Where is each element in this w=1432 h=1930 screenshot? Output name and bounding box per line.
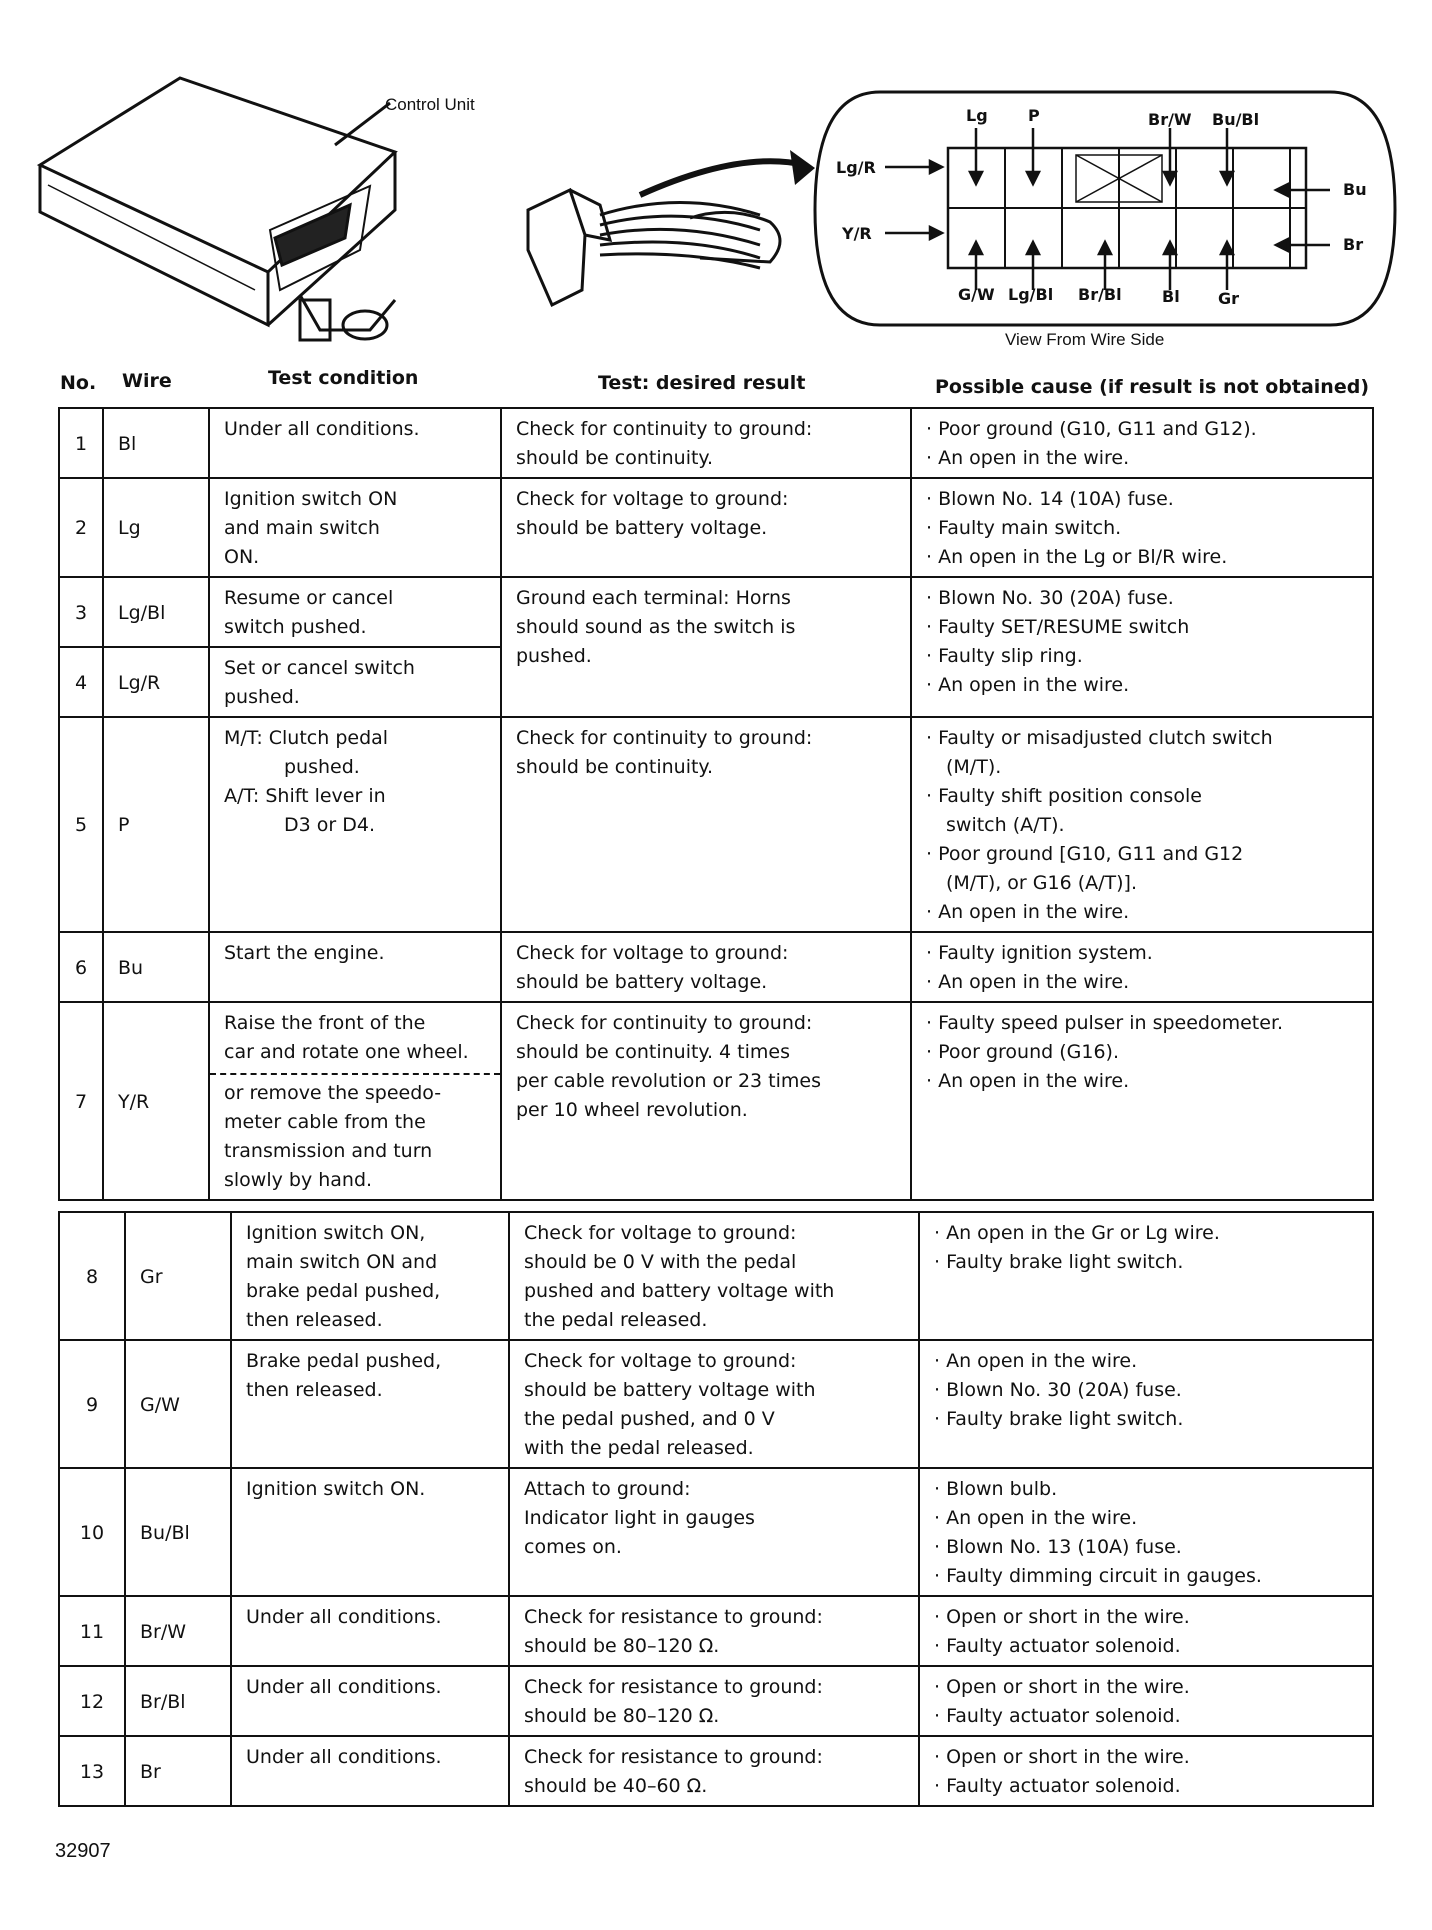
text-line: Under all conditions. <box>224 418 420 440</box>
text-line: Attach to ground: <box>524 1478 691 1500</box>
possible-cause <box>919 1340 1373 1468</box>
test-condition <box>231 1596 509 1666</box>
text-line: meter cable from the <box>224 1111 426 1133</box>
text-line: then released. <box>246 1309 383 1331</box>
wire-code: Lg <box>103 478 209 577</box>
desired-result <box>509 1340 919 1468</box>
text-line: and main switch <box>224 517 380 539</box>
desired-result <box>509 1468 919 1596</box>
text-line: ON. <box>224 546 260 568</box>
cause-line: · Poor ground [G10, G11 and G12 <box>926 843 1244 865</box>
text-line: should be battery voltage. <box>516 517 768 539</box>
pin-label-bu-bl: Bu/Bl <box>1212 110 1260 129</box>
pin-label-p: P <box>1028 106 1040 125</box>
direction-arrow <box>640 161 805 195</box>
cause-line: · Blown bulb. <box>934 1478 1058 1500</box>
row-number: 6 <box>59 932 103 1002</box>
row-number: 13 <box>59 1736 125 1806</box>
pin-label-br: Br <box>1343 235 1364 254</box>
table-row <box>59 1596 1373 1666</box>
text-line: pushed and battery voltage with <box>524 1280 835 1302</box>
wire-code: Bl <box>103 408 209 478</box>
cause-line: (M/T), or G16 (A/T)]. <box>946 872 1138 894</box>
text-line: D3 or D4. <box>284 814 375 836</box>
text-line: Set or cancel switch <box>224 657 415 679</box>
text-line: should be battery voltage. <box>516 971 768 993</box>
wire-code: Lg/R <box>103 647 209 717</box>
wire-code: Br <box>125 1736 231 1806</box>
text-line: Check for continuity to ground: <box>516 727 813 749</box>
text-line: Check for resistance to ground: <box>524 1746 823 1768</box>
cause-line: · Faulty ignition system. <box>926 942 1153 964</box>
header-result: Test: desired result <box>598 372 806 394</box>
row-number: 12 <box>59 1666 125 1736</box>
cause-line: · Faulty dimming circuit in gauges. <box>934 1565 1262 1587</box>
wire-code: Br/Bl <box>125 1666 231 1736</box>
cause-line: · Faulty actuator solenoid. <box>934 1705 1181 1727</box>
desired-result <box>509 1666 919 1736</box>
pin-label-gr: Gr <box>1218 289 1240 308</box>
figure-id: 32907 <box>55 1840 111 1862</box>
wire-code: Gr <box>125 1212 231 1340</box>
wiring-illustration <box>0 0 1432 370</box>
table-row <box>59 478 1373 577</box>
possible-cause <box>919 1596 1373 1666</box>
table-row <box>59 1736 1373 1806</box>
cause-line: · Open or short in the wire. <box>934 1676 1190 1698</box>
table-row <box>59 1666 1373 1736</box>
text-line: switch pushed. <box>224 616 367 638</box>
cause-line: · An open in the Lg or Bl/R wire. <box>926 546 1228 568</box>
cause-line: · An open in the Gr or Lg wire. <box>934 1222 1220 1244</box>
cause-line: · An open in the wire. <box>926 1070 1130 1092</box>
connector-plug-drawing <box>528 190 780 305</box>
row-number: 5 <box>59 717 103 932</box>
pin-label-lg-bl: Lg/Bl <box>1008 285 1054 304</box>
test-condition <box>231 1340 509 1468</box>
cause-line: · Blown No. 13 (10A) fuse. <box>934 1536 1182 1558</box>
test-condition <box>231 1212 509 1340</box>
text-line: Raise the front of the <box>224 1012 426 1034</box>
wire-code: Bu/Bl <box>125 1468 231 1596</box>
header-wire: Wire <box>122 370 172 392</box>
wire-code: Bu <box>103 932 209 1002</box>
test-condition <box>231 1666 509 1736</box>
text-line: Check for continuity to ground: <box>516 1012 813 1034</box>
text-line: the pedal released. <box>524 1309 708 1331</box>
desired-result <box>509 1212 919 1340</box>
cause-line: · Blown No. 30 (20A) fuse. <box>926 587 1174 609</box>
cause-line: · Faulty or misadjusted clutch switch <box>926 727 1273 749</box>
text-line: Under all conditions. <box>246 1676 442 1698</box>
possible-cause <box>919 1736 1373 1806</box>
text-line: comes on. <box>524 1536 622 1558</box>
possible-cause <box>911 1002 1373 1200</box>
test-condition <box>231 1468 509 1596</box>
control-unit-drawing <box>40 78 395 340</box>
cause-line: · Blown No. 14 (10A) fuse. <box>926 488 1174 510</box>
text-line: Start the engine. <box>224 942 385 964</box>
control-unit-label: Control Unit <box>385 95 475 114</box>
test-condition <box>209 1002 501 1200</box>
wire-code: Y/R <box>103 1002 209 1200</box>
desired-result <box>501 408 911 478</box>
header-condition: Test condition <box>268 367 419 389</box>
text-line: Under all conditions. <box>246 1746 442 1768</box>
text-line: Ground each terminal: Horns <box>516 587 791 609</box>
pin-label-br-w: Br/W <box>1148 110 1192 129</box>
cause-line: · Faulty SET/RESUME switch <box>926 616 1190 638</box>
text-line: the pedal pushed, and 0 V <box>524 1408 775 1430</box>
cause-line: · An open in the wire. <box>926 447 1130 469</box>
table-row <box>59 717 1373 932</box>
row-number: 4 <box>59 647 103 717</box>
test-condition <box>209 577 501 647</box>
row-number: 11 <box>59 1596 125 1666</box>
text-line: Check for voltage to ground: <box>524 1350 797 1372</box>
test-condition <box>209 932 501 1002</box>
pin-label-br-bl: Br/Bl <box>1078 285 1122 304</box>
text-line: main switch ON and <box>246 1251 438 1273</box>
text-line: should sound as the switch is <box>516 616 796 638</box>
text-line: Under all conditions. <box>246 1606 442 1628</box>
table-row <box>59 932 1373 1002</box>
possible-cause <box>911 577 1373 717</box>
text-line: transmission and turn <box>224 1140 433 1162</box>
test-condition <box>209 717 501 932</box>
control-unit-leader <box>335 103 390 145</box>
cause-line: · Faulty actuator solenoid. <box>934 1775 1181 1797</box>
pin-label-lg: Lg <box>966 106 988 125</box>
test-condition <box>209 408 501 478</box>
cause-line: · An open in the wire. <box>926 971 1130 993</box>
pin-label-lg-r: Lg/R <box>836 158 876 177</box>
cause-line: · Blown No. 30 (20A) fuse. <box>934 1379 1182 1401</box>
text-line: should be 0 V with the pedal <box>524 1251 797 1273</box>
cause-line: · An open in the wire. <box>934 1350 1138 1372</box>
desired-result <box>501 1002 911 1200</box>
text-line: Check for voltage to ground: <box>516 942 789 964</box>
text-line: pushed. <box>516 645 592 667</box>
cause-line: · Poor ground (G16). <box>926 1041 1119 1063</box>
table-row <box>59 1340 1373 1468</box>
cause-line: · Poor ground (G10, G11 and G12). <box>926 418 1257 440</box>
row-number: 8 <box>59 1212 125 1340</box>
table-row <box>59 577 1373 647</box>
cause-line: · Faulty slip ring. <box>926 645 1083 667</box>
text-line: slowly by hand. <box>224 1169 373 1191</box>
text-line: Resume or cancel <box>224 587 394 609</box>
text-line: car and rotate one wheel. <box>224 1041 469 1063</box>
possible-cause <box>911 717 1373 932</box>
text-line: Check for continuity to ground: <box>516 418 813 440</box>
desired-result <box>509 1596 919 1666</box>
cause-line: · Faulty speed pulser in speedometer. <box>926 1012 1284 1034</box>
test-condition <box>209 647 501 717</box>
text-line: should be 80–120 Ω. <box>524 1635 720 1657</box>
pin-label-y-r: Y/R <box>842 224 872 243</box>
cause-line: · Faulty actuator solenoid. <box>934 1635 1181 1657</box>
cause-line: (M/T). <box>946 756 1002 778</box>
cause-line: · Faulty brake light switch. <box>934 1408 1184 1430</box>
table-row <box>59 408 1373 478</box>
desired-result <box>501 717 911 932</box>
text-line: per 10 wheel revolution. <box>516 1099 748 1121</box>
table-row <box>59 1468 1373 1596</box>
row-number: 2 <box>59 478 103 577</box>
text-line: Brake pedal pushed, <box>246 1350 442 1372</box>
desired-result <box>509 1736 919 1806</box>
text-line: Ignition switch ON. <box>246 1478 426 1500</box>
wire-code: Br/W <box>125 1596 231 1666</box>
cause-line: · An open in the wire. <box>934 1507 1138 1529</box>
text-line: should be continuity. <box>516 756 714 778</box>
text-line: Check for voltage to ground: <box>524 1222 797 1244</box>
possible-cause <box>911 408 1373 478</box>
text-line: should be continuity. <box>516 447 714 469</box>
cause-line: · Open or short in the wire. <box>934 1606 1190 1628</box>
text-line: then released. <box>246 1379 383 1401</box>
cause-line: · An open in the wire. <box>926 674 1130 696</box>
desired-result <box>501 932 911 1002</box>
row-number: 1 <box>59 408 103 478</box>
test-table-1 <box>58 407 1374 1201</box>
possible-cause <box>911 478 1373 577</box>
wire-code: Lg/Bl <box>103 577 209 647</box>
text-line: should be continuity. 4 times <box>516 1041 790 1063</box>
pin-label-bu: Bu <box>1343 180 1367 199</box>
cause-line: switch (A/T). <box>946 814 1065 836</box>
wire-code: G/W <box>125 1340 231 1468</box>
text-line: per cable revolution or 23 times <box>516 1070 821 1092</box>
text-line: Ignition switch ON <box>224 488 398 510</box>
text-line: A/T: Shift lever in <box>224 785 386 807</box>
header-no: No. <box>60 372 97 394</box>
desired-result <box>501 478 911 577</box>
cause-line: · An open in the wire. <box>926 901 1130 923</box>
view-label: View From Wire Side <box>1005 330 1165 349</box>
cause-line: · Open or short in the wire. <box>934 1746 1190 1768</box>
test-condition <box>231 1736 509 1806</box>
text-line: M/T: Clutch pedal <box>224 727 389 749</box>
possible-cause <box>919 1468 1373 1596</box>
possible-cause <box>911 932 1373 1002</box>
text-line: should be battery voltage with <box>524 1379 816 1401</box>
test-table-2 <box>58 1211 1374 1807</box>
cause-line: · Faulty brake light switch. <box>934 1251 1184 1273</box>
text-line: Check for resistance to ground: <box>524 1606 823 1628</box>
pin-label-bl: Bl <box>1162 287 1180 306</box>
text-line: should be 40–60 Ω. <box>524 1775 708 1797</box>
text-line: Indicator light in gauges <box>524 1507 755 1529</box>
text-line: or remove the speedo- <box>224 1082 442 1104</box>
cause-line: · Faulty shift position console <box>926 785 1202 807</box>
text-line: Check for resistance to ground: <box>524 1676 823 1698</box>
test-condition <box>209 478 501 577</box>
cause-line: · Faulty main switch. <box>926 517 1122 539</box>
table-row <box>59 1002 1373 1200</box>
connector-figure <box>0 0 1432 370</box>
text-line: should be 80–120 Ω. <box>524 1705 720 1727</box>
possible-cause <box>919 1666 1373 1736</box>
row-number: 7 <box>59 1002 103 1200</box>
row-number: 3 <box>59 577 103 647</box>
row-number: 10 <box>59 1468 125 1596</box>
text-line: pushed. <box>224 686 300 708</box>
wire-code: P <box>103 717 209 932</box>
text-line: Ignition switch ON, <box>246 1222 426 1244</box>
text-line: Check for voltage to ground: <box>516 488 789 510</box>
possible-cause <box>919 1212 1373 1340</box>
text-line: brake pedal pushed, <box>246 1280 441 1302</box>
pin-label-g-w: G/W <box>958 285 995 304</box>
desired-result <box>501 577 911 717</box>
text-line: with the pedal released. <box>524 1437 754 1459</box>
table-row <box>59 1212 1373 1340</box>
row-number: 9 <box>59 1340 125 1468</box>
text-line: pushed. <box>284 756 360 778</box>
header-cause: Possible cause (if result is not obtained) <box>935 376 1370 398</box>
